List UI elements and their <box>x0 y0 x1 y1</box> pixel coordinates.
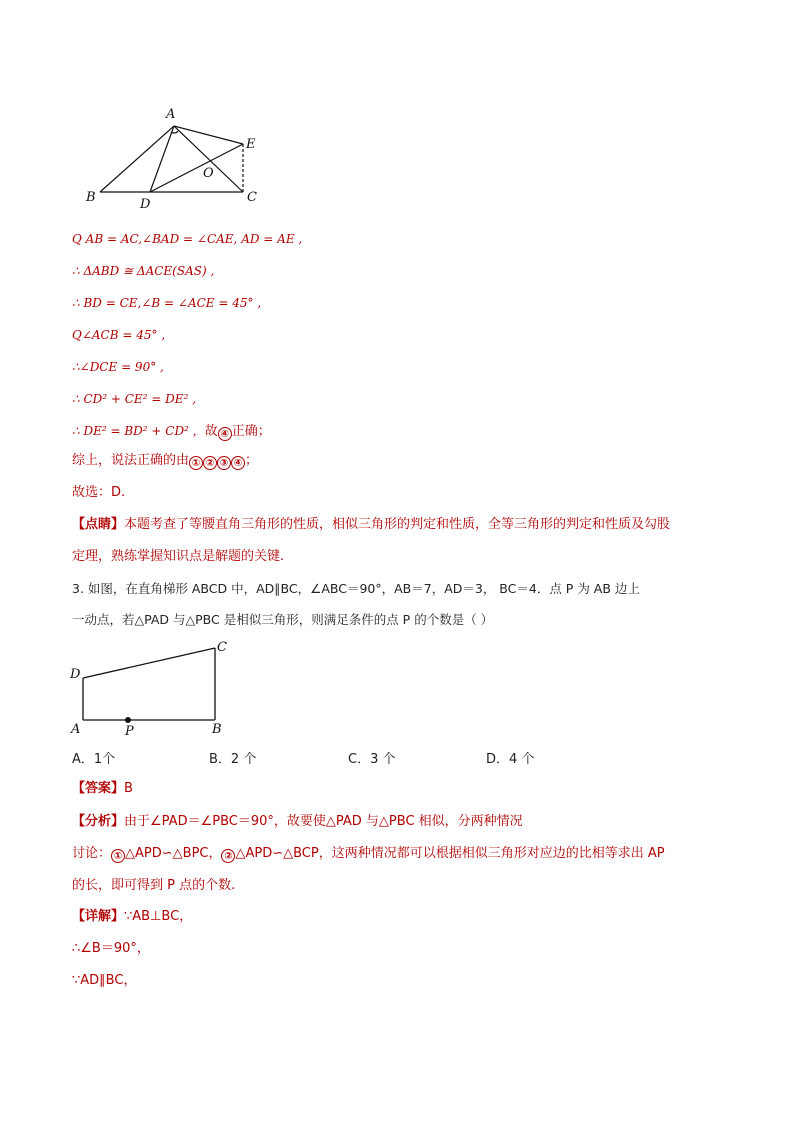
choice-line: 故选：D. <box>72 485 126 500</box>
analysis-text-2-pre: 讨论： <box>72 846 112 861</box>
segment-de <box>150 144 243 192</box>
summary-num-3: ③ <box>217 456 231 470</box>
proof-line-6: ∴ CD² + CE² = DE² , <box>72 392 197 406</box>
proof-line-2: ∴ ΔABD ≅ ΔACE(SAS) , <box>72 264 215 278</box>
figure-trapezoid-abcd <box>66 636 236 740</box>
analysis-line-2 <box>72 845 665 863</box>
comment-line-1 <box>72 516 670 534</box>
segment-dc <box>83 648 215 678</box>
label-o: O <box>203 166 214 181</box>
point-p-dot <box>125 717 131 723</box>
summary-post: ； <box>245 453 259 468</box>
detail-tag: 【详解】 <box>72 909 125 924</box>
proof-line-1: Q AB = AC,∠BAD = ∠CAE, AD = AE , <box>72 232 303 246</box>
label-a: A <box>166 107 176 122</box>
case-1-number: ① <box>111 849 125 863</box>
comment-text-1: 本题考查了等腰直角三角形的性质，相似三角形的判定和性质，全等三角形的判定和性质及勾股 <box>124 517 671 532</box>
detail-line-3: ∵AD∥BC， <box>72 973 137 988</box>
segment-ae <box>174 126 243 144</box>
summary-line <box>72 452 258 470</box>
summary-num-4: ④ <box>231 456 245 470</box>
circled-number-4: ④ <box>218 427 232 441</box>
detail-text-1: ∵AB⊥BC， <box>124 909 193 924</box>
answer-tag: 【答案】 <box>72 781 125 796</box>
case-1-text: △APD∽△BPC， <box>125 846 222 861</box>
comment-tag: 【点睛】 <box>72 517 125 532</box>
answer-line <box>72 780 133 798</box>
proof-line-7 <box>72 422 271 441</box>
proof-line-4: Q∠ACB = 45° , <box>72 328 166 342</box>
option-a: A．1个 <box>72 752 116 767</box>
case-2-number: ② <box>221 849 235 863</box>
proof-line-5: ∴∠DCE = 90° , <box>72 360 164 374</box>
detail-line-1 <box>72 908 192 926</box>
summary-num-2: ② <box>203 456 217 470</box>
answer-value: B <box>124 781 133 796</box>
label-d: D <box>140 197 151 212</box>
label-e: E <box>246 137 256 152</box>
segment-ac <box>174 126 243 192</box>
proof-line-7-expr: ∴ DE² = BD² + CD² ， <box>72 424 205 438</box>
figure-triangle-abc <box>80 104 270 214</box>
comment-line-2: 定理，熟练掌握知识点是解题的关键. <box>72 549 285 564</box>
analysis-line-1 <box>72 813 523 831</box>
detail-line-2: ∴∠B＝90°， <box>72 941 150 956</box>
label-c: C <box>217 640 227 655</box>
label-b: B <box>86 190 96 205</box>
label-a: A <box>71 722 81 737</box>
proof-line-7-post: 正确； <box>231 424 271 439</box>
label-d: D <box>70 667 81 682</box>
segment-ab <box>100 126 174 192</box>
analysis-text-1: 由于∠PAD＝∠PBC＝90°，故要使△PAD 与△PBC 相似，分两种情况 <box>124 814 523 829</box>
analysis-line-3: 的长，即可得到 P 点的个数. <box>72 878 236 893</box>
question-3-line-1: 3. 如图，在直角梯形 ABCD 中，AD∥BC，∠ABC＝90°，AB＝7，AD＝3， BC＝4．点 P 为 AB 边上 <box>72 581 640 596</box>
label-b: B <box>212 722 222 737</box>
option-c: C．3 个 <box>348 752 396 767</box>
proof-line-3: ∴ BD = CE,∠B = ∠ACE = 45° , <box>72 296 262 310</box>
option-d: D．4 个 <box>486 752 535 767</box>
label-c: C <box>247 190 257 205</box>
question-3-line-2: 一动点，若△PAD 与△PBC 是相似三角形，则满足条件的点 P 的个数是（ ） <box>72 612 494 627</box>
case-2-text: △APD∽△BCP，这两种情况都可以根据相似三角形对应边的比相等求出 AP <box>235 846 665 861</box>
proof-line-7-pre: 故 <box>204 424 218 439</box>
summary-num-1: ① <box>189 456 203 470</box>
label-p: P <box>125 724 134 739</box>
analysis-tag: 【分析】 <box>72 814 125 829</box>
option-b: B．2 个 <box>209 752 257 767</box>
summary-pre: 综上，说法正确的由 <box>72 453 190 468</box>
